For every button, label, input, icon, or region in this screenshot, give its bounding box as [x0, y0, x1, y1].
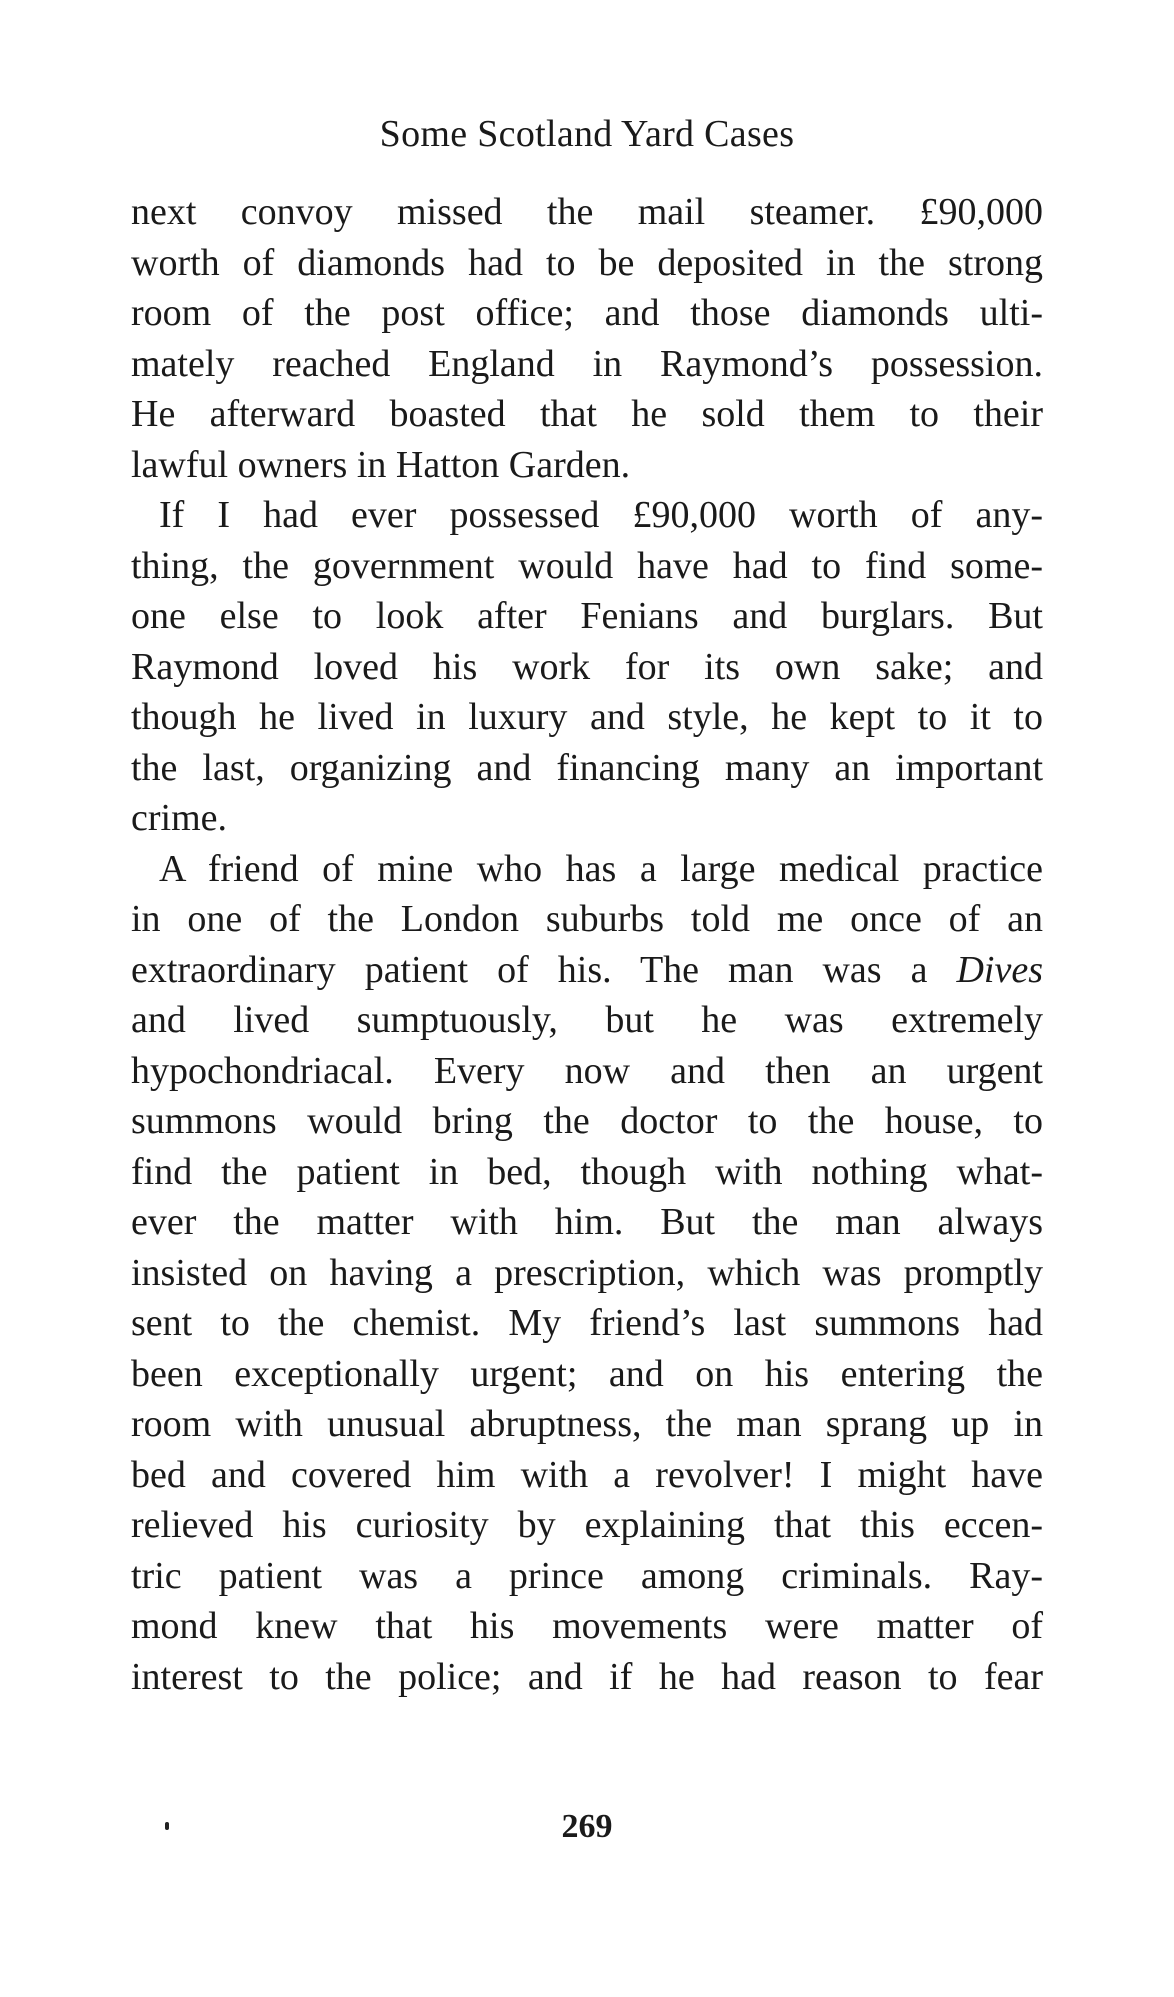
- text-line: summons would bring the doctor to the house, to: [131, 1100, 1043, 1142]
- text-line: and lived sumptuously, but he was extremely: [131, 999, 1043, 1041]
- text-line: one else to look after Fenians and burglars. But: [131, 595, 1043, 637]
- text-line-segment: extraordinary patient of his. The man was a: [131, 948, 928, 991]
- text-line: in one of the London suburbs told me once of an: [131, 898, 1043, 940]
- text-line: interest to the police; and if he had reason to fear: [131, 1655, 1043, 1698]
- text-line: hypochondriacal. Every now and then an urgent: [131, 1049, 1043, 1092]
- text-line: room of the post office; and those diamonds ulti-: [131, 292, 1043, 334]
- running-head: Some Scotland Yard Cases: [379, 113, 795, 155]
- text-line: insisted on having a prescription, which was promptly: [131, 1251, 1043, 1294]
- text-line: next convoy missed the mail steamer. £90,000: [131, 191, 1043, 233]
- text-line: tric patient was a prince among criminals. Ray-: [131, 1554, 1043, 1597]
- text-line: room with unusual abruptness, the man sprang up in: [131, 1403, 1043, 1445]
- text-line: find the patient in bed, though with nothing what-: [131, 1150, 1043, 1193]
- text-line: If I had ever possessed £90,000 worth of any-: [159, 494, 1043, 536]
- text-line: sent to the chemist. My friend’s last summons had: [131, 1302, 1043, 1344]
- text-line: the last, organizing and financing many an important: [131, 746, 1043, 789]
- text-line: thing, the government would have had to find some-: [131, 544, 1043, 587]
- text-line: crime.: [131, 797, 228, 839]
- text-line: relieved his curiosity by explaining that this eccen-: [131, 1504, 1043, 1546]
- text-line: A friend of mine who has a large medical practice: [159, 847, 1043, 890]
- italic-word: Dives: [956, 948, 1043, 991]
- text-line: He afterward boasted that he sold them to their: [131, 393, 1043, 435]
- text-line: Raymond loved his work for its own sake; and: [131, 645, 1043, 688]
- text-line: though he lived in luxury and style, he kept to it to: [131, 696, 1043, 738]
- page-number: 269: [561, 1808, 613, 1845]
- text-line: [131, 945, 1043, 996]
- text-line: been exceptionally urgent; and on his entering the: [131, 1352, 1043, 1395]
- text-line: bed and covered him with a revolver! I might have: [131, 1453, 1043, 1496]
- body-text: [131, 187, 1043, 1702]
- text-line: worth of diamonds had to be deposited in the strong: [131, 241, 1043, 284]
- text-line: lawful owners in Hatton Garden.: [131, 443, 631, 486]
- text-line: ever the matter with him. But the man always: [131, 1201, 1043, 1243]
- text-line: mately reached England in Raymond’s possession.: [131, 342, 1043, 385]
- text-line: mond knew that his movements were matter of: [131, 1605, 1043, 1647]
